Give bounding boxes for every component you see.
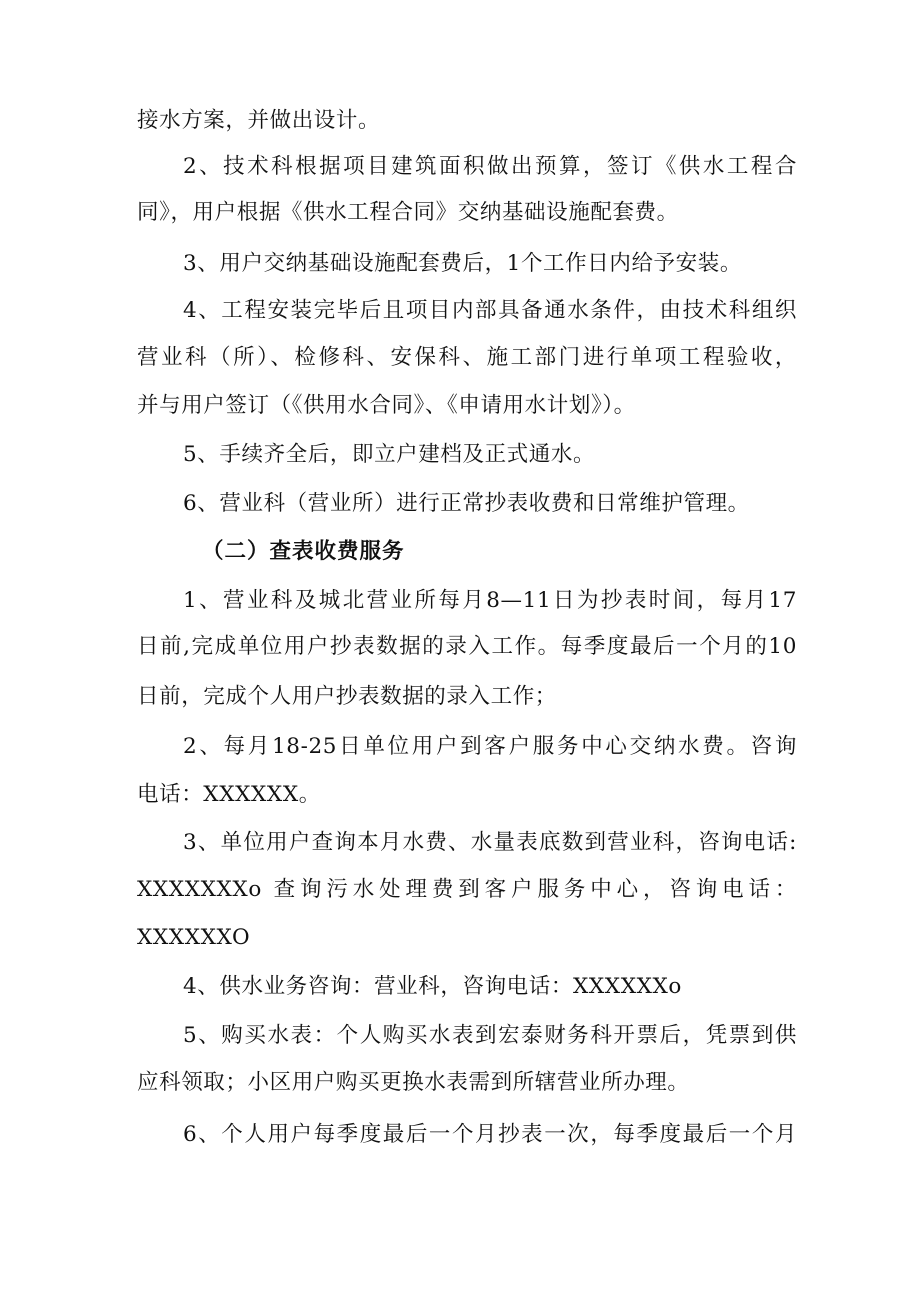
paragraph-line: 应科领取；小区用户购买更换水表需到所辖营业所办理。: [137, 1070, 690, 1095]
paragraph-line: 5、购买水表：个人购买水表到宏泰财务科开票后，凭票到供: [183, 1023, 797, 1048]
paragraph-line: 5、手续齐全后，即立户建档及正式通水。: [183, 442, 596, 467]
paragraph-line: 6、个人用户每季度最后一个月抄表一次，每季度最后一个月: [183, 1122, 797, 1147]
paragraph-line: 1、营业科及城北营业所每月8—11日为抄表时间，每月17: [183, 588, 797, 613]
paragraph-line: XXXXXXO: [137, 925, 251, 950]
paragraph-line: 接水方案，并做出设计。: [137, 108, 381, 133]
paragraph-line: 6、营业科（营业所）进行正常抄表收费和日常维护管理。: [183, 491, 750, 516]
section-heading: （二）查表收费服务: [202, 539, 405, 564]
paragraph-line: 3、用户交纳基础设施配套费后，1个工作日内给予安装。: [183, 251, 742, 276]
paragraph-line: 电话：XXXXXX。: [137, 782, 321, 807]
paragraph-line: 3、单位用户查询本月水费、水量表底数到营业科，咨询电话:: [183, 830, 797, 855]
paragraph-line: XXXXXXXo 查询污水处理费到客户服务中心，咨询电话：: [137, 877, 797, 902]
paragraph-line: 2、每月18-25日单位用户到客户服务中心交纳水费。咨询: [183, 734, 797, 759]
paragraph-line: 2、技术科根据项目建筑面积做出预算，签订《供水工程合: [183, 154, 797, 179]
paragraph-line: 同》，用户根据《供水工程合同》交纳基础设施配套费。: [137, 200, 679, 225]
paragraph-line: 并与用户签订（《供用水合同》、《申请用水计划》）。: [137, 393, 636, 418]
paragraph-line: 营业科（所）、检修科、安保科、施工部门进行单项工程验收，: [137, 345, 797, 370]
paragraph-line: 4、供水业务咨询：营业科，咨询电话：XXXXXXo: [183, 974, 682, 999]
paragraph-line: 4、工程安装完毕后且项目内部具备通水条件，由技术科组织: [183, 298, 797, 323]
paragraph-line: 日前，完成个人用户抄表数据的录入工作；: [137, 684, 557, 709]
paragraph-line: 日前,完成单位用户抄表数据的录入工作。每季度最后一个月的10: [137, 634, 797, 659]
